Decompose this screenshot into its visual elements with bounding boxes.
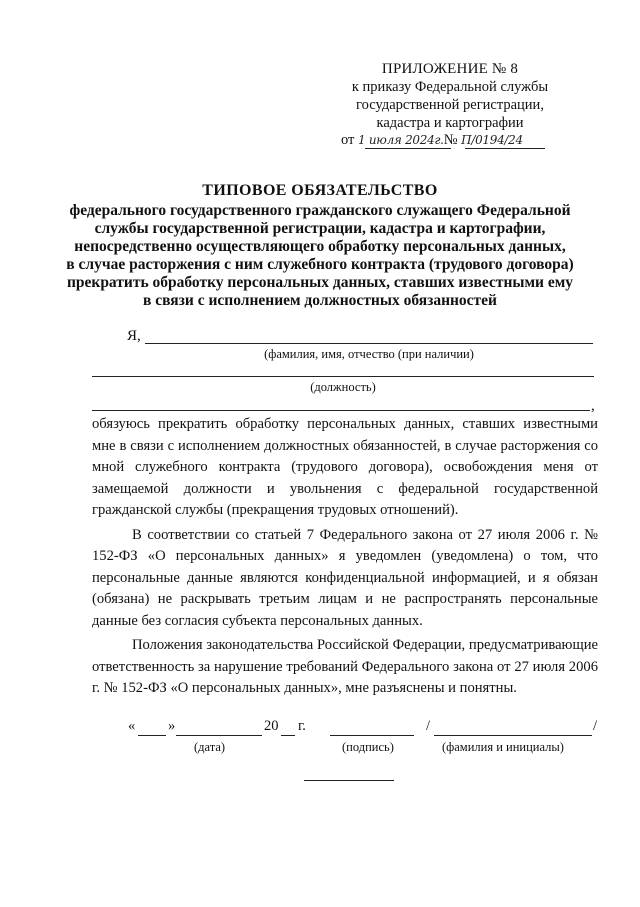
handwritten-number: П/0194/24: [461, 133, 523, 147]
body-text: [92, 414, 598, 700]
appendix-line-2: государственной регистрации,: [356, 97, 544, 113]
day-field-line[interactable]: [138, 735, 166, 736]
year-suffix: г.: [298, 718, 306, 734]
end-divider: [304, 780, 394, 781]
year-prefix: 20: [264, 718, 279, 734]
position-field-line[interactable]: [92, 376, 594, 377]
title-line: прекратить обработку персональных данных, ставших известными ему: [66, 274, 574, 291]
title-line: в связи с исполнением должностных обязанностей: [143, 292, 497, 309]
appendix-header: [340, 60, 560, 132]
date-caption: (дата): [194, 740, 226, 754]
close-quote: »: [168, 718, 176, 734]
order-date-number: [341, 132, 551, 152]
title-line: в случае расторжения с ним служебного контракта (трудового договора): [66, 256, 574, 273]
position-field-line-2[interactable]: [92, 410, 590, 411]
name-caption: (фамилия и инициалы): [442, 740, 564, 754]
slash-left: /: [426, 718, 431, 734]
fio-caption: (фамилия, имя, отчество (при наличии): [264, 347, 474, 361]
sign-caption: (подпись): [342, 740, 394, 754]
paragraph-notice: В соответствии со статьей 7 Федерального закона от 27 июля 2006 г. № 152-ФЗ «О персональных данных» я уведомлен (уведомлена) о том, что персональные данные являются конфиденциальной информацией, и я обязан (обязана) не раскрывать третьим лицам и не распространять персональные данные без согласия субъекта персональных данных.: [92, 526, 598, 629]
from-label: от: [341, 132, 355, 148]
appendix-title: ПРИЛОЖЕНИЕ № 8: [381, 61, 519, 77]
paragraph-obligation: обязуюсь прекратить обработку персональных данных, ставших известными мне в связи с исполнением должностных обязанностей, в случае расторжения со мной служебного контракта (трудового договора), освобождения меня от замещаемой должности и увольнения с федеральной государственной гражданской службы (прекращения трудовых отношений).: [92, 416, 598, 518]
year-field-line[interactable]: [281, 735, 295, 736]
paragraph-responsibility: Положения законодательства Российской Федерации, предусматривающие ответственность за нарушение требований Федерального закона от 27 июля 2006 г. № 152-ФЗ «О персональных данных», мне разъяснены и понятны.: [92, 637, 598, 696]
date-underline: [365, 148, 451, 149]
open-quote: «: [128, 718, 136, 734]
handwritten-date: 1 июля 2024г.: [358, 133, 444, 147]
comma: ,: [591, 398, 595, 414]
number-underline: [465, 148, 545, 149]
title-line: непосредственно осуществляющего обработку персональных данных,: [74, 238, 566, 255]
appendix-line-1: к приказу Федеральной службы: [351, 79, 549, 95]
title-line: федерального государственного гражданского служащего Федеральной: [69, 202, 571, 219]
number-label: №: [443, 132, 458, 148]
slash-right: /: [593, 718, 598, 734]
position-caption: (должность): [310, 380, 376, 394]
appendix-line-3: кадастра и картографии: [376, 115, 524, 131]
ya-label: Я,: [127, 328, 141, 344]
signature-field-line[interactable]: [330, 735, 414, 736]
title-line: службы государственной регистрации, кадастра и картографии,: [94, 220, 546, 237]
month-field-line[interactable]: [176, 735, 262, 736]
title-main: ТИПОВОЕ ОБЯЗАТЕЛЬСТВО: [202, 182, 438, 199]
name-field-line[interactable]: [434, 735, 592, 736]
fio-field-line[interactable]: [145, 343, 593, 344]
document-title: [60, 182, 580, 310]
